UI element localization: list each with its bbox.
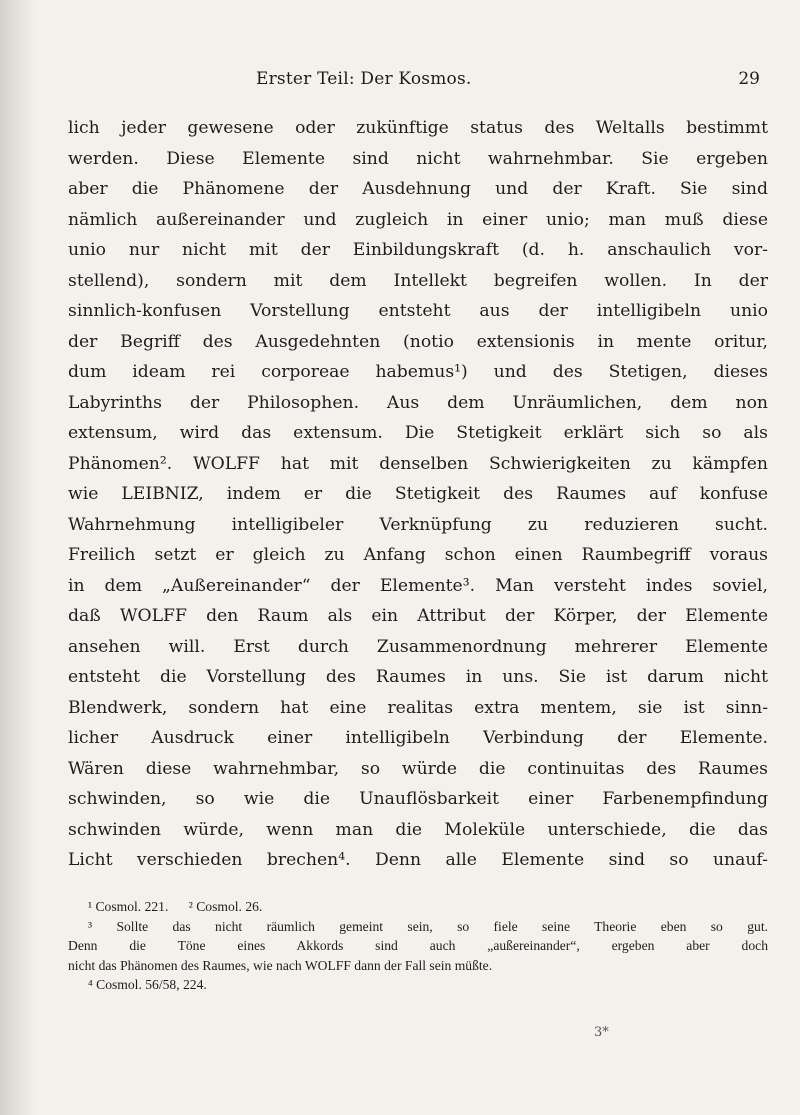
footnote-line: ⁴ Cosmol. 56/58, 224. bbox=[88, 977, 207, 993]
body-line: schwinden, so wie die Unauflösbarkeit einer Farbenempfindung bbox=[68, 789, 768, 809]
body-text bbox=[68, 113, 768, 876]
body-line: stellend), sondern mit dem Intellekt begreifen wollen. In der bbox=[68, 270, 768, 291]
footnote-line: nicht das Phänomen des Raumes, wie nach WOLFF dann der Fall sein müßte. bbox=[68, 957, 493, 973]
body-line: der Begriff des Ausgedehnten (notio extensionis in mente oritur, bbox=[68, 331, 768, 352]
body-line: schwinden würde, wenn man die Moleküle unterschiede, die das bbox=[68, 819, 768, 840]
body-line: in dem „Außereinander“ der Elemente³. Man versteht indes soviel, bbox=[68, 575, 768, 596]
body-line: daß WOLFF den Raum als ein Attribut der Körper, der Elemente bbox=[68, 606, 768, 626]
body-line: Wahrnehmung intelligibeler Verknüpfung zu reduzieren sucht. bbox=[68, 514, 768, 535]
body-line: extensum, wird das extensum. Die Stetigkeit erklärt sich so als bbox=[68, 423, 768, 443]
binding-shadow bbox=[0, 0, 36, 1115]
signature-mark: 3* bbox=[594, 1025, 609, 1040]
body-line: licher Ausdruck einer intelligibeln Verbindung der Elemente. bbox=[68, 728, 768, 748]
page-header bbox=[68, 69, 768, 95]
footnote-line: ³ Sollte das nicht räumlich gemeint sein, so fiele seine Theorie eben so gut. bbox=[88, 918, 768, 934]
footnote-line: Denn die Töne eines Akkords sind auch „außereinander“, ergeben aber doch bbox=[68, 938, 768, 954]
page-number: 29 bbox=[738, 69, 760, 89]
body-line: Labyrinths der Philosophen. Aus dem Unräumlichen, dem non bbox=[68, 392, 768, 413]
body-line: sinnlich-konfusen Vorstellung entsteht aus der intelligibeln unio bbox=[68, 301, 768, 321]
body-line: wie LEIBNIZ, indem er die Stetigkeit des Raumes auf konfuse bbox=[68, 484, 768, 504]
running-title: Erster Teil: Der Kosmos. bbox=[256, 69, 472, 89]
body-line: aber die Phänomene der Ausdehnung und der Kraft. Sie sind bbox=[68, 179, 768, 199]
body-line: Blendwerk, sondern hat eine realitas extra mentem, sie ist sinn- bbox=[68, 697, 768, 718]
body-line: ansehen will. Erst durch Zusammenordnung mehrerer Elemente bbox=[68, 636, 768, 657]
footnote-line: ¹ Cosmol. 221. ² Cosmol. 26. bbox=[88, 899, 263, 914]
body-line: Freilich setzt er gleich zu Anfang schon einen Raumbegriff voraus bbox=[68, 545, 768, 565]
body-line: entsteht die Vorstellung des Raumes in uns. Sie ist darum nicht bbox=[68, 667, 768, 687]
body-line: Phänomen². WOLFF hat mit denselben Schwierigkeiten zu kämpfen bbox=[68, 453, 768, 474]
body-line: lich jeder gewesene oder zukünftige status des Weltalls bestimmt bbox=[68, 118, 768, 138]
body-line: dum ideam rei corporeae habemus¹) und des Stetigen, dieses bbox=[68, 362, 768, 382]
footnotes bbox=[68, 897, 768, 995]
body-line: Wären diese wahrnehmbar, so würde die continuitas des Raumes bbox=[68, 758, 768, 779]
book-page bbox=[68, 0, 768, 1115]
body-line: werden. Diese Elemente sind nicht wahrnehmbar. Sie ergeben bbox=[68, 148, 768, 169]
body-line: nämlich außereinander und zugleich in einer unio; man muß diese bbox=[68, 209, 768, 230]
body-line: unio nur nicht mit der Einbildungskraft (d. h. anschaulich vor- bbox=[68, 240, 768, 260]
body-line: Licht verschieden brechen⁴. Denn alle Elemente sind so unauf- bbox=[68, 850, 768, 870]
